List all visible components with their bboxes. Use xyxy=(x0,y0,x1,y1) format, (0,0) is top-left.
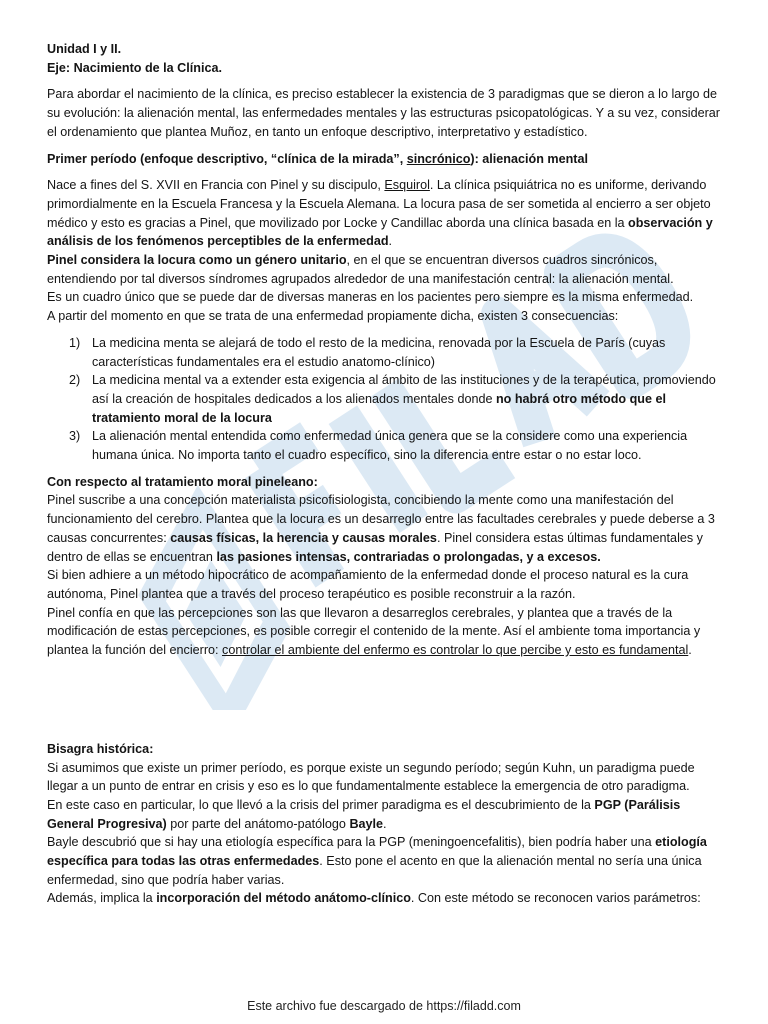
document-page xyxy=(47,40,723,908)
percepciones-paragraph: Pinel confía en que las percepciones son las que llevaron a desarreglos cerebrales, y plantea que a través de la modificación de estas percepciones, es posible corregir el contenido de la mente. Así el ambiente toma importancia y plantea la función del encierro: controlar el ambiente del enfermo es controlar lo que percibe y esto es fundamental. xyxy=(47,605,701,658)
intro-paragraph: Para abordar el nacimiento de la clínica, es preciso establecer la existencia de 3 paradigmas que se dieron a lo largo de su evolución: la alienación mental, las enfermedades mentales y las estructuras psicopatológicas. Y a su vez, considerar el ordenamiento que plantea Muñoz, en tanto un enfoque descriptivo, interpretativo y estadístico. xyxy=(47,87,720,139)
genero-paragraph: Pinel considera la locura como un género unitario, en el que se encuentran diversos cuadros sincrónicos, entendiendo por tal diversos síndromes agrupados alrededor de una manifestación central: la alienación mental. xyxy=(47,253,674,286)
pinel-paragraph: Nace a fines del S. XVII en Francia con Pinel y su discipulo, Esquirol. La clínica psiquiátrica no es uniforme, derivando primordialmente en la Escuela Francesa y la Escuela Alemana. La locura pasa de ser sometida al encierro a ser objeto médico y esto es gracias a Pinel, que movilizado por Locke y Candillac aborda una clínica basada en la observación y análisis de los fenómenos perceptibles de la enfermedad. xyxy=(47,178,713,249)
kuhn-paragraph: Si asumimos que existe un primer período, es porque existe un segundo período; según Kuhn, un paradigma puede llegar a un punto de entrar en crisis y eso es lo que fundamentalmente establece la emergencia de otro paradigma. xyxy=(47,760,695,794)
pgp-paragraph: En este caso en particular, lo que llevó a la crisis del primer paradigma es el descubrimiento de la PGP (Parálisis General Progresiva) por parte del anátomo-patólogo Bayle. xyxy=(47,797,681,831)
unit-title: Unidad I y II. xyxy=(47,42,122,56)
materialista-paragraph: Pinel suscribe a una concepción materialista psicofisiologista, concibiendo la mente como una manifestación del funcionamiento del cerebro. Plantea que la locura es un desarreglo entre las facultades cerebrales y puede deberse a 3 causas concurrentes: causas físicas, la herencia y causas morales. Pinel considera estas últimas fundamentales y dentro de ellas se encuentran las pasiones intensas, contrariadas o prolongadas, y a excesos. xyxy=(47,493,715,564)
moral-heading: Con respecto al tratamiento moral pineleano: xyxy=(47,474,318,489)
consequences-list xyxy=(47,334,723,465)
list-item: 2) La medicina mental va a extender esta exigencia al ámbito de las instituciones y de la terapéutica, promoviendo así la creación de hospitales dedicados a los alienados mentales donde no habrá otro método que el tratamiento moral de la locura xyxy=(69,373,716,425)
hipocratico-paragraph: Si bien adhiere a un método hipocrático de acompañamiento de la enfermedad donde el proceso natural es la cura autónoma, Pinel plantea que a través del proceso terapéutico es posible reconstruir a la razón. xyxy=(47,568,689,601)
bisagra-heading: Bisagra histórica: xyxy=(47,741,154,756)
list-item: 3) La alienación mental entendida como enfermedad única genera que se la considere como una experiencia humana única. No importa tanto el cuadro específico, sino la diferencia entre estar o no estar loco. xyxy=(69,429,688,463)
ademas-paragraph: Además, implica la incorporación del método anátomo-clínico. Con este método se reconocen varios parámetros: xyxy=(47,891,701,906)
list-item: 1) La medicina menta se alejará de todo el resto de la medicina, renovada por la Escuela de París (cuyas características fundamentales era el estudio anatomo-clínico) xyxy=(69,335,666,369)
bayle-paragraph: Bayle descubrió que si hay una etiología específica para la PGP (meningoencefalitis), bien podría haber una etiología específica para todas las otras enfermedades. Esto pone el acento en que la alienación mental no sería una única enfermedad, sino que podría haber varias. xyxy=(47,835,707,887)
first-period-heading: Primer período (enfoque descriptivo, “clínica de la mirada”, sincrónico): alienación mental xyxy=(47,151,588,166)
axis-title: Eje: Nacimiento de la Clínica. xyxy=(47,60,222,75)
consecuencias-intro: A partir del momento en que se trata de una enfermedad propiamente dicha, existen 3 consecuencias: xyxy=(47,309,619,324)
download-footer: Este archivo fue descargado de https://filadd.com xyxy=(247,999,521,1013)
cuadro-paragraph: Es un cuadro único que se puede dar de diversas maneras en los pacientes pero siempre es la misma enfermedad. xyxy=(47,290,694,305)
